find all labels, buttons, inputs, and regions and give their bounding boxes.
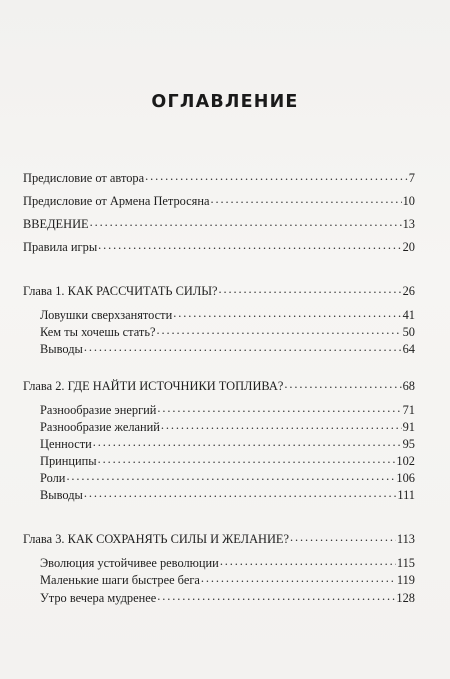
toc-entry-page: 10 [402,194,415,208]
toc-entry [23,193,415,209]
toc-chapter [23,283,415,299]
toc-entry-page: 20 [402,240,415,254]
toc-entry-label: Правила игры [23,240,98,254]
toc-entry-label: Выводы [40,342,83,356]
toc-entry-label: Ценности [40,437,92,451]
toc-entry-label: ВВЕДЕНИЕ [23,217,89,231]
toc-leader-dots [157,324,402,336]
toc-entry [40,341,415,357]
toc-entry-page: 64 [402,342,415,356]
toc-entry-page: 115 [396,556,415,570]
toc-entry-page: 13 [402,217,415,231]
toc-leader-dots [90,216,402,228]
toc-entry [23,216,415,232]
toc-entry-label: Разнообразие желаний [40,420,160,434]
toc-leader-dots [173,307,401,319]
toc-entry-label: Глава 3. КАК СОХРАНЯТЬ СИЛЫ И ЖЕЛАНИЕ? [23,532,289,546]
toc-entry-label: Роли [40,471,66,485]
toc-entry-page: 91 [402,420,415,434]
toc-leader-dots [93,436,402,448]
toc-leader-dots [157,402,401,414]
toc-entry [40,307,415,323]
toc-entry-label: Глава 1. КАК РАССЧИТАТЬ СИЛЫ? [23,284,218,298]
toc-leader-dots [84,341,402,353]
toc-entry-page: 119 [396,573,415,587]
toc-entry-label: Предисловие от Армена Петросяна [23,194,210,208]
toc-entry [40,590,415,606]
toc-entry [40,453,415,469]
toc-entry-page: 71 [402,403,415,417]
toc-entry [23,239,415,255]
toc-leader-dots [220,555,396,567]
toc-leader-dots [161,419,402,431]
toc-leader-dots [284,378,401,390]
toc-entry-label: Выводы [40,488,83,502]
toc-entry-page: 50 [402,325,415,339]
toc-leader-dots [157,590,395,602]
toc-entry [23,170,415,186]
toc-leader-dots [145,170,408,182]
toc-entry [40,470,415,486]
page-title: ОГЛАВЛЕНИЕ [151,92,299,112]
toc-leader-dots [210,193,401,205]
toc-entry-label: Ловушки сверхзанятости [40,308,173,322]
toc-entry [40,572,415,588]
toc-entry [40,436,415,452]
toc-entry-page: 102 [396,454,415,468]
toc-chapter [23,378,415,394]
toc-leader-dots [219,283,402,295]
toc-entry-label: Кем ты хочешь стать? [40,325,156,339]
toc-entry [40,402,415,418]
toc-entry-label: Утро вечера мудренее [40,591,157,605]
toc-entry-label: Глава 2. ГДЕ НАЙТИ ИСТОЧНИКИ ТОПЛИВА? [23,379,284,393]
toc-leader-dots [290,531,396,543]
toc-entry-page: 113 [396,532,415,546]
toc-entry-label: Маленькие шаги быстрее бега [40,573,200,587]
toc-entry-page: 95 [402,437,415,451]
toc-entry-page: 128 [396,591,415,605]
toc-entry [40,555,415,571]
toc-entry-label: Принципы [40,454,97,468]
toc-entry-label: Эволюция устойчивее революции [40,556,219,570]
toc-leader-dots [84,487,397,499]
toc-leader-dots [201,572,396,584]
toc-entry-label: Разнообразие энергий [40,403,157,417]
toc-entry-page: 41 [402,308,415,322]
toc-leader-dots [66,470,395,482]
toc-entry-page: 68 [402,379,415,393]
toc-entry-label: Предисловие от автора [23,171,145,185]
toc-entry [40,487,415,503]
toc-entry [40,419,415,435]
toc-leader-dots [98,239,401,251]
toc-entry-page: 111 [397,488,415,502]
toc-entry [40,324,415,340]
toc-leader-dots [98,453,396,465]
toc-entry-page: 106 [396,471,415,485]
toc-entry-page: 7 [408,171,415,185]
toc-entry-page: 26 [402,284,415,298]
toc-chapter [23,531,415,547]
